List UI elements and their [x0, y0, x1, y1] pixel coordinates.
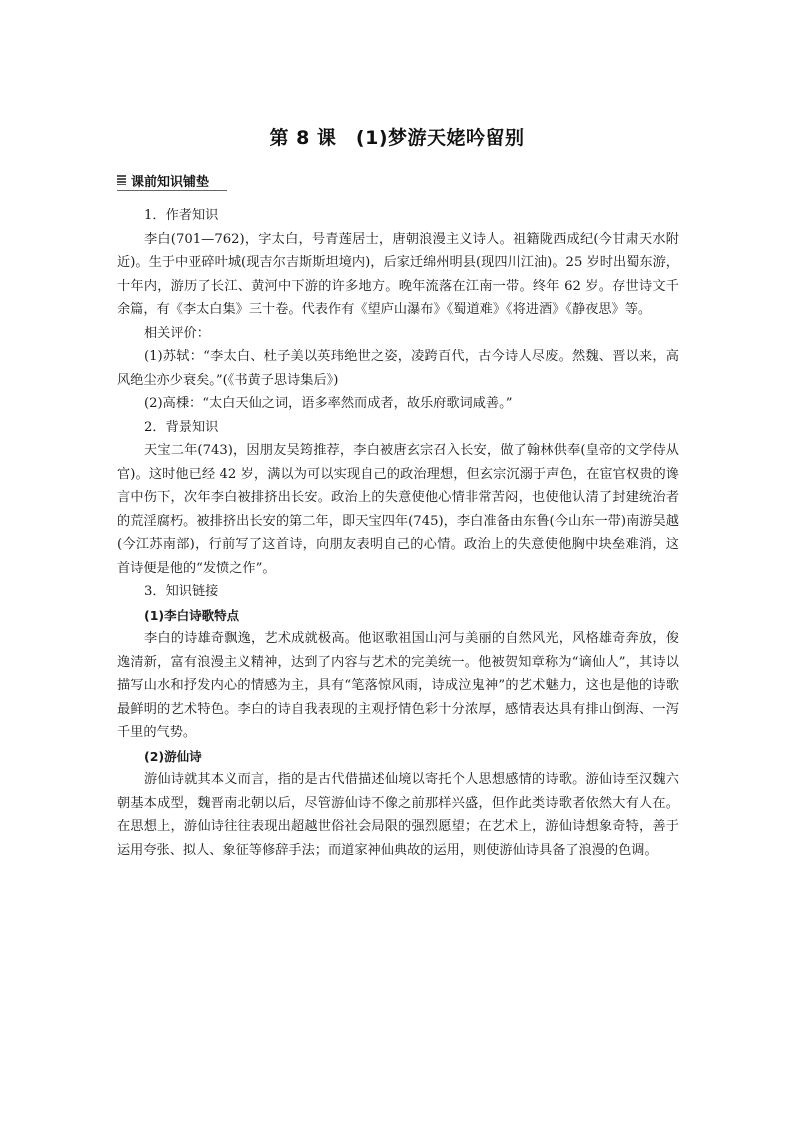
heading-knowledge-link: 3．知识链接 — [144, 584, 219, 599]
subheading-libai-poetry-features: (1)李白诗歌特点 — [144, 607, 240, 623]
section-header — [117, 170, 209, 190]
section-underline — [117, 190, 227, 191]
paragraph-background: 天宝二年(743)，因朋友吴筠推荐，李白被唐玄宗召入长安，做了翰林供奉(皇帝的文学侍从官)。这时他已经 42 岁，满以为可以实现自己的政治理想，但玄宗沉溺于声色，在宦官权贵的谗言中伤下，次年李白被排挤出长安。政治上的失意使他心情非常苦闷，也使他认清了封建统治者的荒淫腐朽。被排挤出长安的第二年，即天宝四年(745)，李白准备由东鲁(今山东一带)南游吴越(今江苏南部)，行前写了这首诗，向朋友表明自己的心情。政治上的失意使他胸中块垒难消，这首诗便是他的“发愤之作”。 — [117, 443, 679, 576]
section-label: 课前知识铺垫 — [131, 174, 210, 190]
heading-background-knowledge: 2．背景知识 — [144, 419, 219, 435]
paragraph-evaluation-gaobing: (2)高棅：“太白天仙之词，语多率然而成者，故乐府歌词咸善。” — [144, 396, 513, 411]
paragraph-evaluation-intro: 相关评价： — [144, 325, 210, 341]
striped-block-icon — [117, 175, 126, 185]
lesson-title: 第 8 课 (1)梦游天姥吟留别 — [269, 127, 525, 149]
heading-author-knowledge: 1．作者知识 — [144, 208, 219, 223]
paragraph-poetry-features: 李白的诗雄奇飘逸，艺术成就极高。他讴歌祖国山河与美丽的自然风光，风格雄奇奔放，俊逸清新，富有浪漫主义精神，达到了内容与艺术的完美统一。他被贺知章称为“谪仙人”，其诗以描写山水和抒发内心的情感为主，具有“笔落惊风雨，诗成泣鬼神”的艺术魅力，这也是他的诗歌最鲜明的艺术特色。李白的诗自我表现的主观抒情色彩十分浓厚，感情表达具有排山倒海、一泻千里的气势。 — [117, 631, 679, 740]
paragraph-immortal-poetry: 游仙诗就其本义而言，指的是古代借描述仙境以寄托个人思想感情的诗歌。游仙诗至汉魏六朝基本成型，魏晋南北朝以后，尽管游仙诗不像之前那样兴盛，但作此类诗歌者依然大有人在。在思想上，游仙诗往往表现出超越世俗社会局限的强烈愿望；在艺术上，游仙诗想象奇特，善于运用夸张、拟人、象征等修辞手法；而道家神仙典故的运用，则使游仙诗具备了浪漫的色调。 — [117, 772, 679, 858]
paragraph-author-bio: 李白(701—762)，字太白，号青莲居士，唐朝浪漫主义诗人。祖籍陇西成纪(今甘肃天水附近)。生于中亚碎叶城(现吉尔吉斯斯坦境内)，后家迁绵州明县(现四川江油)。25 岁时出蜀东游，十年内，游历了长江、黄河中下游的许多地方。晚年流落在江南一带。终年 62 岁。存世诗文千余篇，有《李太白集》三十卷。代表作有《望庐山瀑布》《蜀道难》《将进酒》《静夜思》等。 — [117, 231, 679, 317]
paragraph-evaluation-sushi: (1)苏轼：“李太白、杜子美以英玮绝世之姿，凌跨百代，古今诗人尽废。然魏、晋以来，高风绝尘亦少衰矣。”(《书黄子思诗集后》) — [117, 349, 679, 388]
document-body — [117, 204, 679, 862]
subheading-immortal-poetry: (2)游仙诗 — [144, 748, 202, 764]
